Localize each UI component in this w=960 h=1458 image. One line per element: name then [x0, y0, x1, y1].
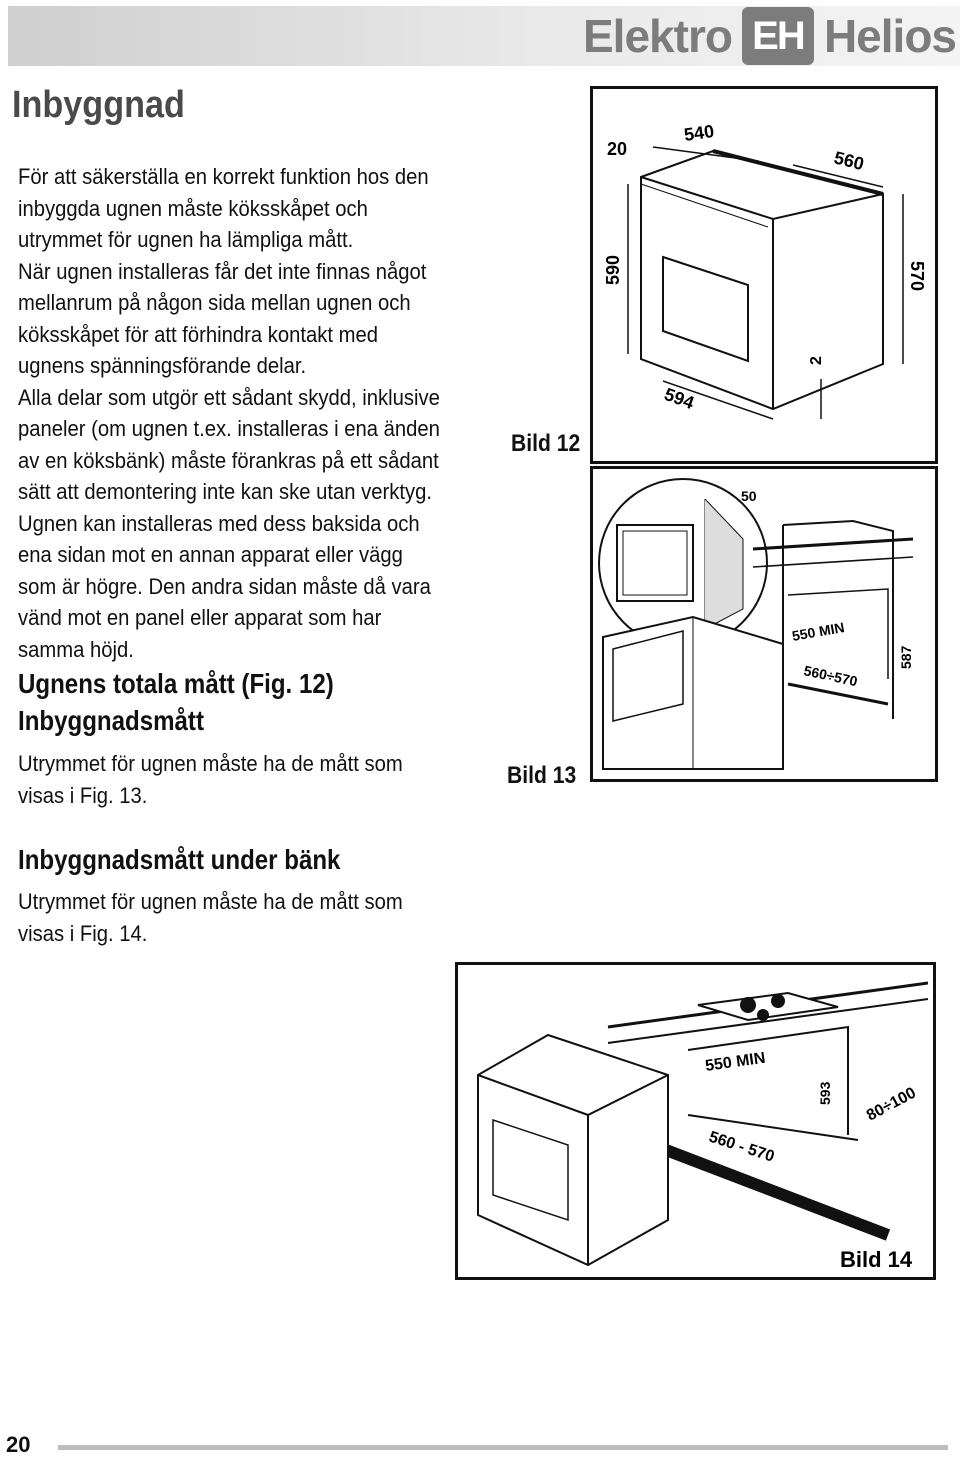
intro-paragraph-4: Ugnen kan installeras med dess baksida och ena sidan mot en annan apparat eller vägg som är högre. Den andra sidan måste då vara vänd mot en panel eller apparat som har samma höjd. — [18, 510, 431, 662]
oven-dimensions-diagram — [593, 89, 935, 461]
heading-under-counter: Inbyggnadsmått under bänk — [18, 844, 341, 875]
fig12-dim-560: 560 — [832, 147, 867, 175]
brand-logo — [583, 6, 956, 66]
page-number: 20 — [6, 1432, 31, 1457]
fig12-dim-594: 594 — [661, 383, 697, 414]
under-counter-diagram — [458, 965, 933, 1277]
footer-line — [58, 1445, 948, 1450]
figure-14 — [455, 962, 936, 1280]
figure-13 — [590, 466, 938, 782]
fig12-caption: Bild 12 — [511, 430, 581, 457]
fig12-dim-590: 590 — [603, 254, 623, 285]
brand-logo-mark: EH — [742, 7, 814, 65]
brand-left: Elektro — [583, 10, 732, 62]
figure-12 — [590, 86, 938, 464]
heading-total-dimensions: Ugnens totala mått (Fig. 12) — [18, 668, 334, 699]
fig12-dim-570: 570 — [907, 261, 927, 292]
text-under-counter: Utrymmet för ugnen måste ha de mått som visas i Fig. 14. — [18, 889, 403, 946]
fig13-dim-587: 587 — [898, 645, 914, 669]
fig12-dim-2: 2 — [808, 356, 825, 365]
brand-right: Helios — [823, 10, 956, 62]
fig14-dim-560-570: 560 - 570 — [706, 1128, 777, 1166]
fig13-dim-50: 50 — [741, 488, 757, 504]
fig13-caption: Bild 13 — [507, 762, 577, 789]
fig14-dim-593: 593 — [817, 1081, 833, 1105]
section-title: Inbyggnad — [12, 84, 185, 126]
text-builtin: Utrymmet för ugnen måste ha de mått som visas i Fig. 13. — [18, 751, 403, 808]
fig14-dim-550-min: 550 MIN — [704, 1049, 767, 1075]
heading-builtin-dimensions: Inbyggnadsmått — [18, 705, 204, 736]
fig13-dim-550-min: 550 MIN — [790, 619, 846, 644]
fig14-caption: Bild 14 — [840, 1247, 913, 1272]
intro-paragraph-2: När ugnen installeras får det inte finnas något mellanrum på någon sida mellan ugnen och köksskåpet för att förhindra kontakt med ugnens spänningsförande delar. — [18, 258, 427, 378]
cabinet-dimensions-diagram — [593, 469, 935, 779]
intro-paragraph-3: Alla delar som utgör ett sådant skydd, inklusive paneler (om ugnen t.ex. installeras i ena änden av en köksbänk) måste förankras på ett sådant sätt att demontering inte kan ske utan verktyg. — [18, 384, 440, 504]
intro-paragraph-1: För att säkerställa en korrekt funktion hos den inbyggda ugnen måste köksskåpet och utrymmet för ugnen ha lämpliga mått. — [18, 164, 429, 252]
fig12-dim-20: 20 — [607, 139, 628, 159]
fig13-dim-560-570: 560÷570 — [802, 662, 859, 690]
intro-text — [18, 161, 441, 665]
fig14-dim-80-100: 80÷100 — [863, 1084, 919, 1125]
fig12-dim-540: 540 — [682, 120, 716, 145]
